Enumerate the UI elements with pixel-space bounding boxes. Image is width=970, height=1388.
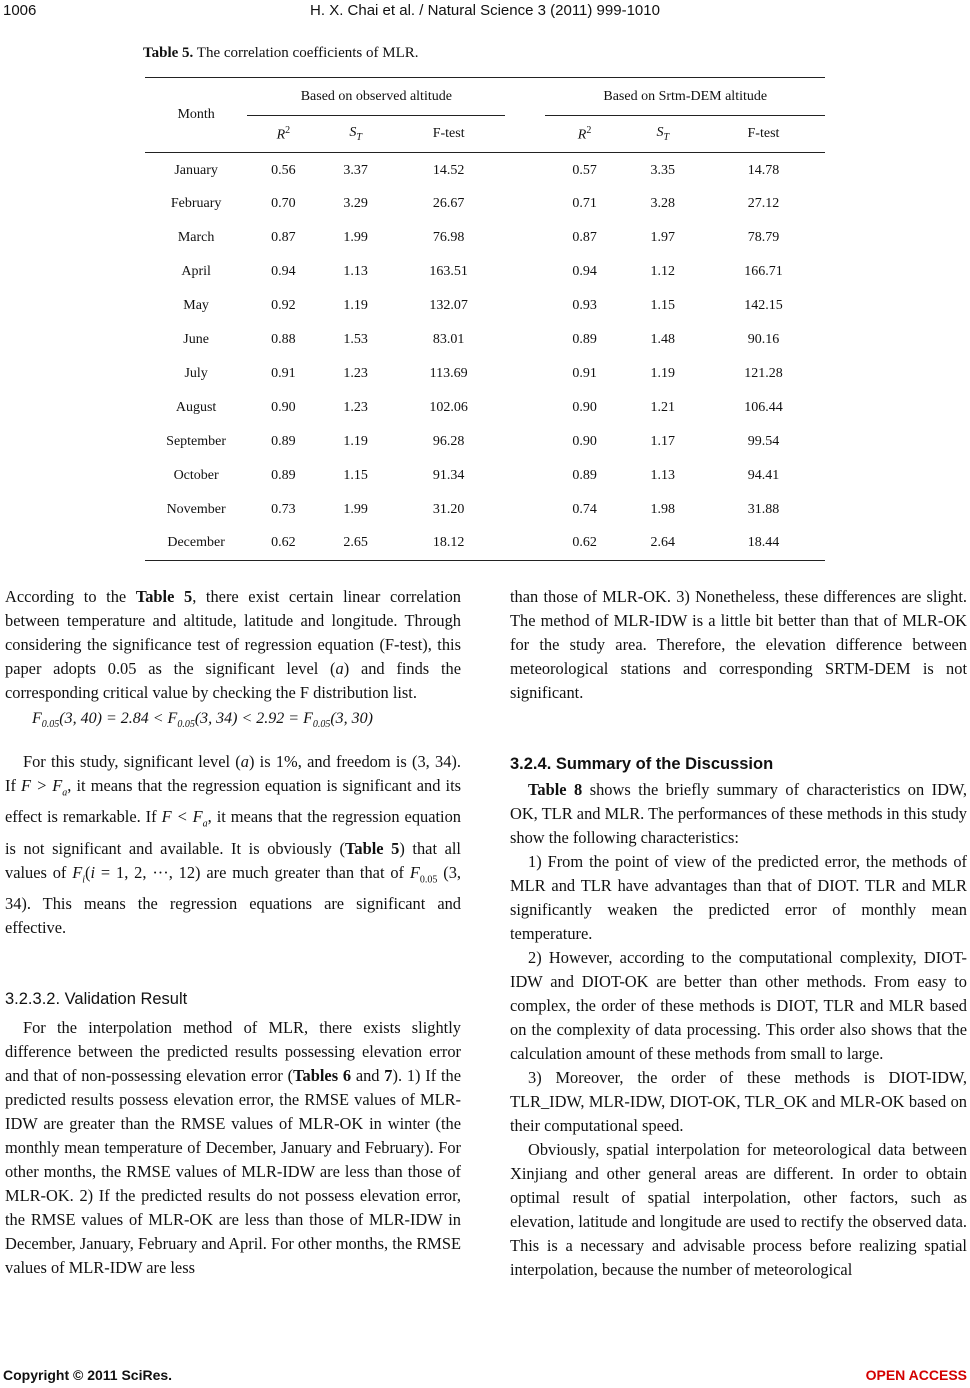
value-cell: 163.51 [429, 263, 468, 279]
column-gap [505, 255, 545, 289]
value-cell: 31.20 [432, 501, 465, 517]
table-row [145, 493, 825, 527]
value-cell: 1.13 [650, 467, 676, 483]
month-cell: May [183, 297, 209, 313]
value-cell: 0.87 [572, 229, 597, 245]
value-cell: 83.01 [432, 331, 465, 347]
value-cell: 2.64 [650, 535, 676, 551]
month-cell: November [166, 501, 226, 517]
column-gap [505, 357, 545, 391]
value-cell: 0.74 [572, 501, 597, 517]
value-cell: 31.88 [747, 501, 780, 517]
header-srtm-group: Based on Srtm-DEM altitude [545, 78, 825, 116]
value-cell: 3.37 [343, 162, 368, 178]
table-body [145, 153, 825, 561]
value-cell: 3.28 [650, 195, 676, 211]
value-cell: 3.29 [343, 195, 368, 211]
header-observed-group: Based on observed altitude [247, 78, 505, 116]
paragraph: than those of MLR-OK. 3) Nonetheless, these differences are slight. The method of MLR-IDW is a little bit better than that of MLR-OK for the study area. Therefore, the elevation difference between meteorological stations and corresponding SRTM-DEM is not significant. [510, 587, 967, 702]
copyright: Copyright © 2011 SciRes. [3, 1367, 173, 1383]
column-gap [505, 459, 545, 493]
column-gap [505, 493, 545, 527]
value-cell: 1.97 [650, 229, 676, 245]
right-column [510, 585, 967, 705]
table-row [145, 221, 825, 255]
value-cell: 1.23 [343, 399, 368, 415]
table-caption [143, 45, 419, 62]
paragraph: According to the Table 5, there exist certain linear correlation between temperature and altitude, latitude and longitude. Through considering the significance test of regression equation (F-test), this paper adopts 0.05 as the significant level (a) and finds the corresponding critical value by checking the F distribution list. [5, 587, 461, 702]
header-st: $S_T$ [656, 125, 670, 143]
value-cell: 0.62 [271, 535, 296, 551]
value-cell: 0.57 [572, 162, 597, 178]
correlation-table [145, 77, 825, 561]
value-cell: 0.87 [271, 229, 296, 245]
value-cell: 0.89 [271, 433, 296, 449]
value-cell: 1.19 [650, 365, 676, 381]
header-r2: $R^2$ [276, 124, 291, 143]
column-gap [505, 153, 545, 187]
value-cell: 26.67 [432, 195, 465, 211]
section-title-summary: 3.2.4. Summary of the Discussion [510, 755, 774, 773]
value-cell: 106.44 [744, 399, 783, 415]
table-row [145, 425, 825, 459]
paragraph: 3) Moreover, the order of these methods is DIOT-IDW, TLR_IDW, MLR-IDW, DIOT-OK, TLR_OK and MLR-OK based on their computational speed. [510, 1068, 967, 1135]
value-cell: 0.91 [271, 365, 296, 381]
value-cell: 113.69 [429, 365, 468, 381]
value-cell: 0.89 [572, 331, 597, 347]
table-row [145, 289, 825, 323]
value-cell: 1.99 [343, 501, 368, 517]
value-cell: 0.94 [271, 263, 296, 279]
column-gap [505, 289, 545, 323]
value-cell: 18.44 [747, 535, 780, 551]
value-cell: 121.28 [744, 365, 783, 381]
month-cell: October [173, 467, 219, 483]
value-cell: 0.90 [572, 399, 597, 415]
paragraph: For the interpolation method of MLR, there exists slightly difference between the predicted results possessing elevation error and that of non-possessing elevation error (Tables 6 and 7). 1) If the predicted results possess elevation error, the RMSE values of MLR-IDW are greater than the RMSE values of MLR-OK in winter (the monthly mean temperature of December, January and February). For other months, the RMSE values of MLR-IDW are less than those of MLR-OK. 2) If the predicted results do not possess elevation error, the RMSE values of MLR-OK are less than those of MLR-IDW in December, January, February and April. For other months, the RMSE values of MLR-IDW are less [5, 1018, 461, 1277]
month-cell: June [183, 331, 209, 347]
value-cell: 0.90 [572, 433, 597, 449]
value-cell: 94.41 [747, 467, 780, 483]
value-cell: 0.94 [572, 263, 597, 279]
table-caption-label: Table 5. [143, 45, 194, 61]
column-gap [505, 425, 545, 459]
value-cell: 1.99 [343, 229, 368, 245]
table-row [145, 391, 825, 425]
header-ftest: F-test [747, 126, 780, 141]
value-cell: 1.17 [650, 433, 676, 449]
table-row [145, 357, 825, 391]
value-cell: 1.48 [650, 331, 676, 347]
column-gap [505, 323, 545, 357]
month-cell: March [177, 229, 215, 245]
value-cell: 0.89 [572, 467, 597, 483]
value-cell: 3.35 [650, 162, 676, 178]
open-access-label: OPEN ACCESS [865, 1367, 967, 1383]
value-cell: 166.71 [744, 263, 783, 279]
value-cell: 0.93 [572, 297, 597, 313]
value-cell: 91.34 [432, 467, 465, 483]
month-cell: July [184, 365, 208, 381]
paragraph: For this study, significant level (a) is 1%, and freedom is (3, 34). If $F > F_a$, it means that the regression equation is significant and its effect is remarkable. If $F < F_a$, it means that the regression equation is not significant and available. It is obviously (Table 5) that all values of $F_i(i = 1$, 2, ···, 12) are much greater than that of $F_{0.05}$ (3, 34). This means the regression equations are significant and effective. [5, 752, 462, 937]
table-caption-text: The correlation coefficients of MLR. [193, 45, 419, 61]
table-row [145, 187, 825, 221]
table-row [145, 323, 825, 357]
header-st: $S_T$ [349, 125, 362, 143]
value-cell: 99.54 [747, 433, 780, 449]
month-cell: January [174, 162, 218, 178]
table-row [145, 459, 825, 493]
value-cell: 76.98 [432, 229, 465, 245]
value-cell: 1.21 [650, 399, 676, 415]
left-column-2 [5, 750, 461, 940]
value-cell: 27.12 [747, 195, 780, 211]
value-cell: 0.73 [271, 501, 296, 517]
value-cell: 142.15 [744, 297, 783, 313]
page-number: 1006 [3, 2, 37, 19]
value-cell: 0.90 [271, 399, 296, 415]
paragraph: Obviously, spatial interpolation for meteorological data between Xinjiang and other general areas are different. In order to obtain optimal result of spatial interpolation, other factors, such as elevation, latitude and longitude are used to rectify the observed data. This is a necessary and advisable process before realizing spatial interpolation, because the number of meteorological [510, 1140, 967, 1279]
paragraph: Table 8 shows the briefly summary of characteristics on IDW, OK, TLR and MLR. The performances of these methods in this study show the following characteristics: [510, 780, 967, 847]
section-title-validation: 3.2.3.2. Validation Result [5, 990, 188, 1008]
value-cell: 1.13 [343, 263, 368, 279]
month-cell: February [170, 195, 222, 211]
value-cell: 96.28 [432, 433, 465, 449]
paragraph: 1) From the point of view of the predicted error, the methods of MLR and TLR have advantages than that of DIOT. TLR and MLR significantly weaken the predicted error of monthly mean temperature. [510, 852, 967, 943]
value-cell: 0.89 [271, 467, 296, 483]
value-cell: 1.19 [343, 297, 368, 313]
value-cell: 2.65 [343, 535, 368, 551]
value-cell: 90.16 [747, 331, 780, 347]
value-cell: 0.92 [271, 297, 296, 313]
value-cell: 1.15 [343, 467, 368, 483]
column-gap [505, 187, 545, 221]
right-column-2 [510, 778, 967, 1282]
header-month: Month [145, 78, 247, 153]
paragraph: 2) However, according to the computational complexity, DIOT-IDW and DIOT-OK are better than other methods. From easy to complex, the order of these methods is DIOT, TLR and MLR based on the complexity of data processing. This order also shows that the calculation amount of these methods from small to large. [510, 948, 967, 1063]
table-row [145, 153, 825, 187]
value-cell: 132.07 [429, 297, 468, 313]
value-cell: 102.06 [429, 399, 468, 415]
value-cell: 1.98 [650, 501, 676, 517]
month-cell: August [175, 399, 217, 415]
value-cell: 0.70 [271, 195, 296, 211]
column-gap [505, 221, 545, 255]
table-row [145, 255, 825, 289]
running-title: H. X. Chai et al. / Natural Science 3 (2011) 999-1010 [310, 2, 660, 19]
header-r2: $R^2$ [577, 124, 592, 143]
header-ftest: F-test [432, 126, 465, 141]
month-cell: April [181, 263, 211, 279]
value-cell: 14.78 [747, 162, 780, 178]
left-column-3 [5, 1016, 461, 1280]
month-cell: December [167, 535, 225, 551]
left-column [5, 585, 461, 705]
column-gap [505, 527, 545, 561]
value-cell: 78.79 [747, 229, 780, 245]
value-cell: 1.15 [650, 297, 676, 313]
value-cell: 18.12 [432, 535, 465, 551]
column-gap [505, 391, 545, 425]
value-cell: 1.12 [650, 263, 676, 279]
value-cell: 0.88 [271, 331, 296, 347]
value-cell: 0.62 [572, 535, 597, 551]
value-cell: 1.23 [343, 365, 368, 381]
value-cell: 14.52 [432, 162, 465, 178]
month-cell: September [166, 433, 227, 449]
value-cell: 0.56 [271, 162, 296, 178]
table-row [145, 527, 825, 561]
equation: $F_{0.05}(3$, $40) = 2.84 < F_{0.05}(3$, $34) < 2.92 = F_{0.05}(3$, 30) [32, 710, 373, 731]
value-cell: 1.19 [343, 433, 368, 449]
value-cell: 0.91 [572, 365, 597, 381]
value-cell: 1.53 [343, 331, 368, 347]
value-cell: 0.71 [572, 195, 597, 211]
